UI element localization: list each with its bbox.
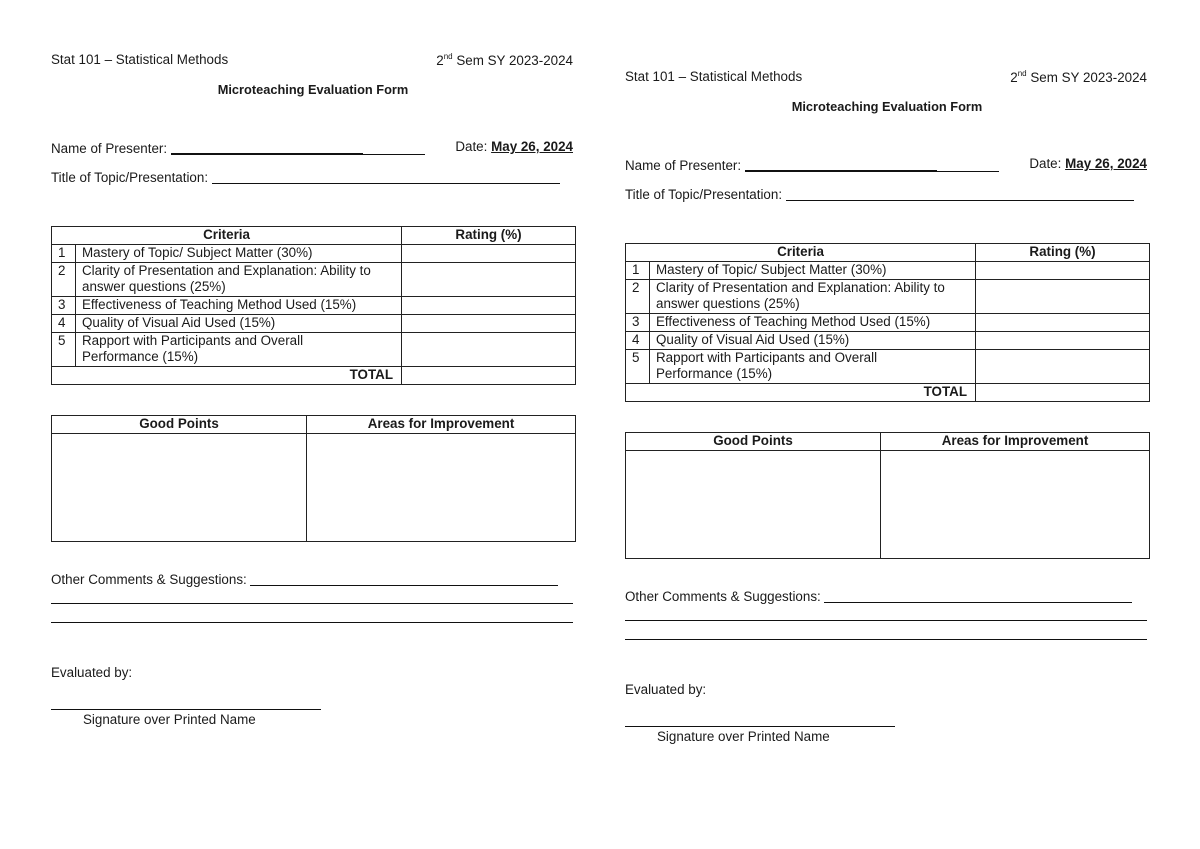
criteria-text: Clarity of Presentation and Explanation: Ability to answer questions (25%) [650, 280, 976, 314]
rating-cell[interactable] [976, 350, 1150, 384]
signature-line[interactable] [51, 709, 321, 710]
criteria-number: 4 [626, 332, 650, 350]
form-title: Microteaching Evaluation Form [217, 82, 409, 97]
topic-label: Title of Topic/Presentation: [51, 170, 209, 185]
improvement-header: Areas for Improvement [881, 433, 1150, 451]
criteria-row [52, 245, 576, 263]
good-points-cell[interactable] [626, 451, 881, 559]
signature-caption: Signature over Printed Name [83, 712, 256, 727]
criteria-number: 3 [626, 314, 650, 332]
evaluated-by-label: Evaluated by: [625, 682, 707, 697]
criteria-row [626, 314, 1150, 332]
form-header [625, 69, 1149, 84]
date-label: Date: [455, 139, 488, 154]
topic-label: Title of Topic/Presentation: [625, 187, 783, 202]
criteria-row [626, 262, 1150, 280]
good-points-header: Good Points [52, 416, 307, 434]
rating-header: Rating (%) [976, 244, 1150, 262]
presenter-field-ext[interactable] [937, 157, 999, 172]
total-cell[interactable] [402, 367, 576, 385]
criteria-row [626, 332, 1150, 350]
comments-label: Other Comments & Suggestions: [625, 589, 821, 604]
good-points-cell[interactable] [52, 434, 307, 542]
evaluated-by-label: Evaluated by: [51, 665, 133, 680]
topic-row [625, 186, 1149, 202]
date-block [455, 139, 573, 154]
rating-cell[interactable] [976, 262, 1150, 280]
rating-cell[interactable] [402, 315, 576, 333]
criteria-row [52, 297, 576, 315]
feedback-table [625, 432, 1150, 559]
criteria-header: Criteria [626, 244, 976, 262]
comments-row [51, 571, 575, 587]
criteria-row [626, 350, 1150, 384]
criteria-number: 4 [52, 315, 76, 333]
criteria-row [52, 315, 576, 333]
rating-cell[interactable] [402, 263, 576, 297]
criteria-text: Quality of Visual Aid Used (15%) [650, 332, 976, 350]
rating-cell[interactable] [976, 314, 1150, 332]
rating-header: Rating (%) [402, 227, 576, 245]
rating-cell[interactable] [976, 332, 1150, 350]
topic-field[interactable] [212, 169, 560, 184]
presenter-field[interactable] [171, 139, 363, 155]
date-value: May 26, 2024 [491, 139, 573, 154]
criteria-number: 1 [52, 245, 76, 263]
comments-label: Other Comments & Suggestions: [51, 572, 247, 587]
rating-cell[interactable] [402, 297, 576, 315]
presenter-label: Name of Presenter: [625, 158, 742, 173]
criteria-text: Mastery of Topic/ Subject Matter (30%) [76, 245, 402, 263]
topic-field[interactable] [786, 186, 1134, 201]
form-title: Microteaching Evaluation Form [791, 99, 983, 114]
criteria-table [51, 226, 576, 385]
date-label: Date: [1029, 156, 1062, 171]
date-value: May 26, 2024 [1065, 156, 1147, 171]
criteria-number: 2 [52, 263, 76, 297]
comments-field[interactable] [824, 588, 1132, 603]
improvement-cell[interactable] [307, 434, 576, 542]
rating-cell[interactable] [976, 280, 1150, 314]
comments-line[interactable] [625, 639, 1147, 640]
presenter-label: Name of Presenter: [51, 141, 168, 156]
topic-row [51, 169, 575, 185]
improvement-header: Areas for Improvement [307, 416, 576, 434]
feedback-table [51, 415, 576, 542]
good-points-header: Good Points [626, 433, 881, 451]
course-name: Stat 101 – Statistical Methods [625, 69, 803, 84]
presenter-row [625, 156, 1149, 173]
signature-line[interactable] [625, 726, 895, 727]
criteria-number: 5 [626, 350, 650, 384]
criteria-table [625, 243, 1150, 402]
semester-label: 2nd Sem SY 2023-2024 [436, 52, 573, 68]
criteria-text: Effectiveness of Teaching Method Used (15%) [76, 297, 402, 315]
criteria-text: Effectiveness of Teaching Method Used (15%) [650, 314, 976, 332]
comments-line[interactable] [51, 622, 573, 623]
criteria-number: 1 [626, 262, 650, 280]
criteria-text: Rapport with Participants and Overall Performance (15%) [650, 350, 976, 384]
criteria-row [52, 333, 576, 367]
criteria-text: Quality of Visual Aid Used (15%) [76, 315, 402, 333]
semester-label: 2nd Sem SY 2023-2024 [1010, 69, 1147, 85]
course-name: Stat 101 – Statistical Methods [51, 52, 229, 67]
presenter-field-ext[interactable] [363, 140, 425, 155]
improvement-cell[interactable] [881, 451, 1150, 559]
comments-line[interactable] [51, 603, 573, 604]
criteria-row [626, 280, 1150, 314]
criteria-number: 3 [52, 297, 76, 315]
criteria-text: Clarity of Presentation and Explanation: Ability to answer questions (25%) [76, 263, 402, 297]
date-block [1029, 156, 1147, 171]
presenter-row [51, 139, 575, 156]
total-row [52, 367, 576, 385]
criteria-header: Criteria [52, 227, 402, 245]
comments-row [625, 588, 1149, 604]
total-row [626, 384, 1150, 402]
criteria-row [52, 263, 576, 297]
form-header [51, 52, 575, 67]
rating-cell[interactable] [402, 333, 576, 367]
criteria-number: 2 [626, 280, 650, 314]
criteria-text: Mastery of Topic/ Subject Matter (30%) [650, 262, 976, 280]
presenter-field[interactable] [745, 156, 937, 172]
total-label: TOTAL [52, 367, 402, 385]
rating-cell[interactable] [402, 245, 576, 263]
total-label: TOTAL [626, 384, 976, 402]
total-cell[interactable] [976, 384, 1150, 402]
signature-caption: Signature over Printed Name [657, 729, 830, 744]
criteria-number: 5 [52, 333, 76, 367]
comments-line[interactable] [625, 620, 1147, 621]
comments-field[interactable] [250, 571, 558, 586]
criteria-text: Rapport with Participants and Overall Performance (15%) [76, 333, 402, 367]
